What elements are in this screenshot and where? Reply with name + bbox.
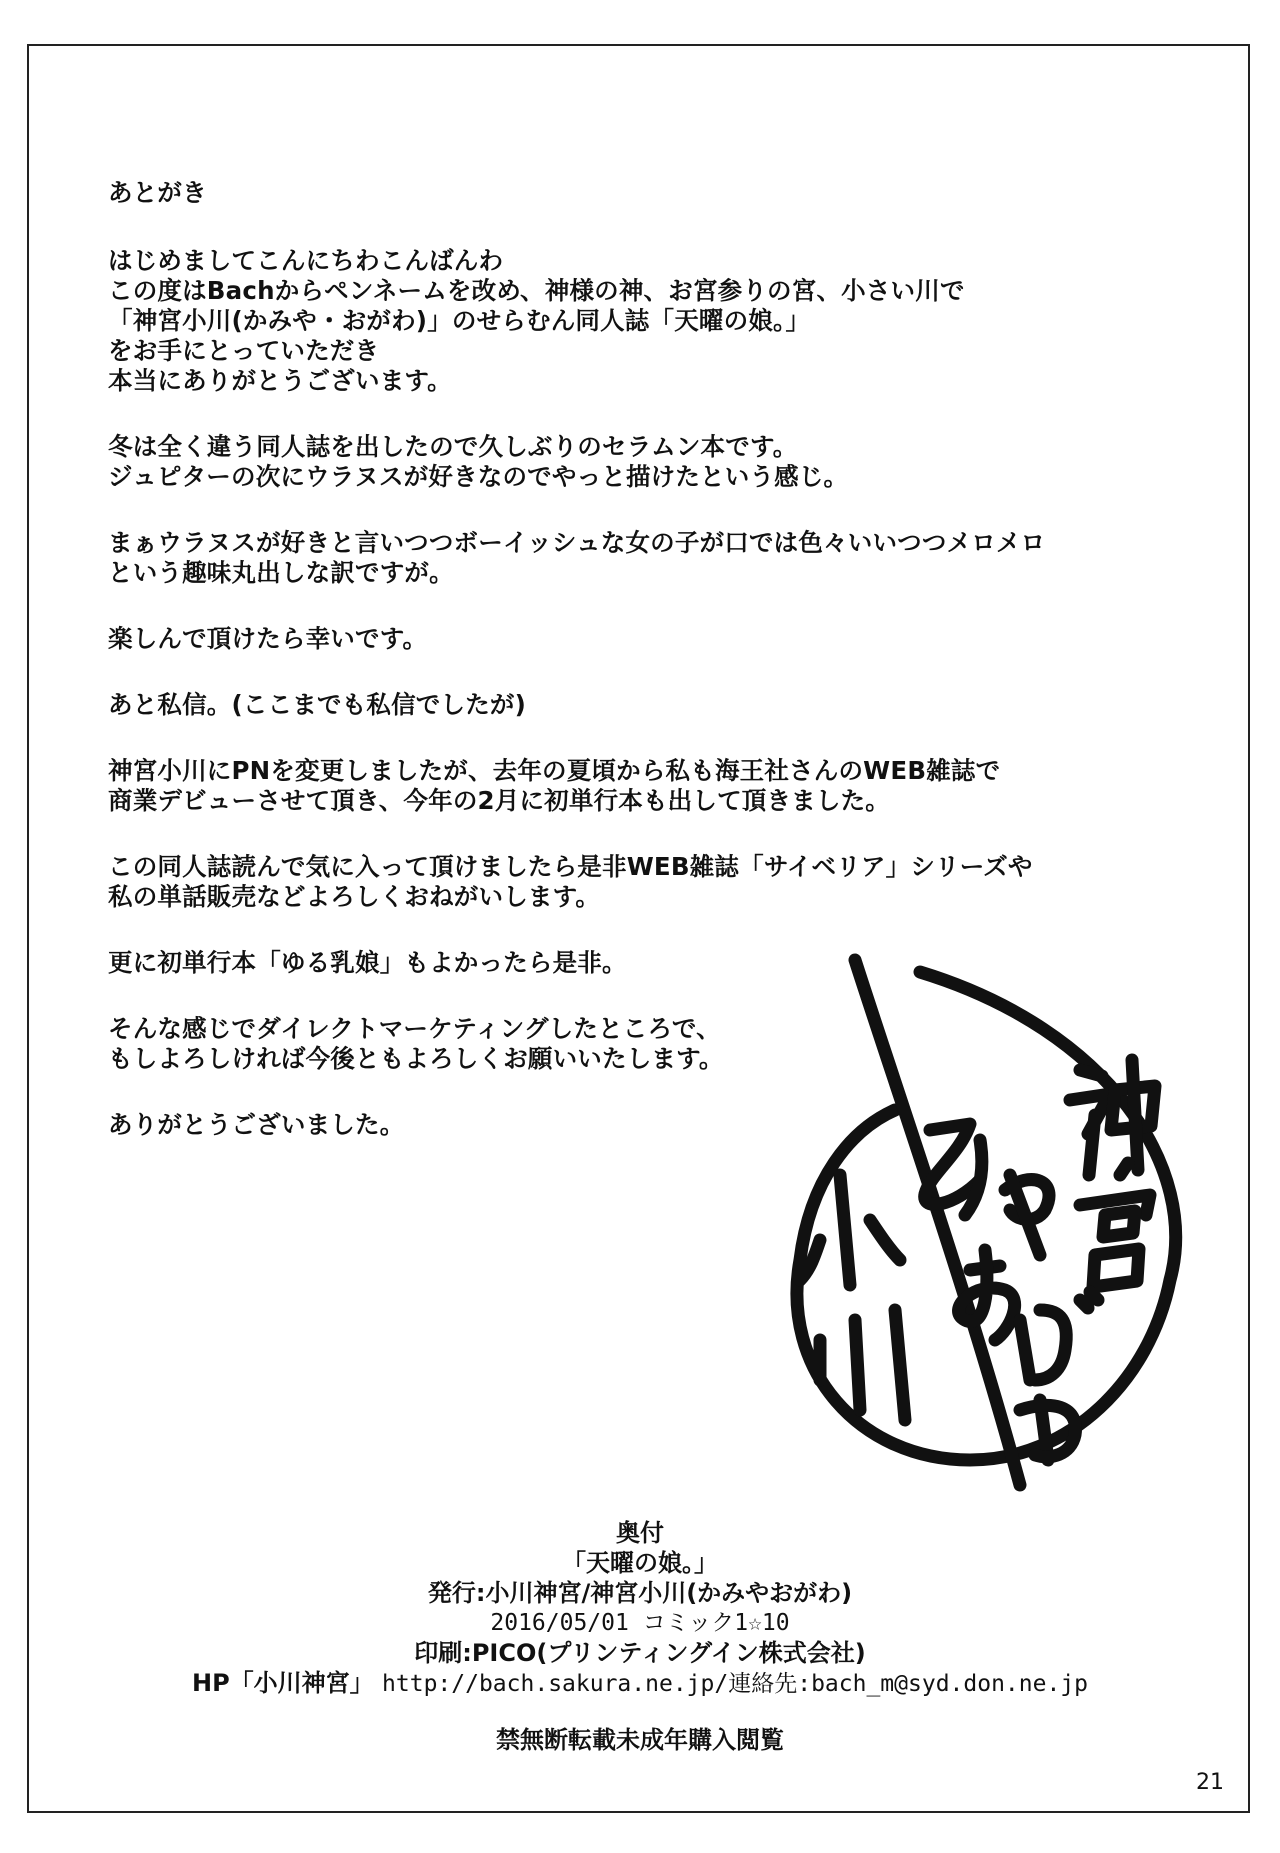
colophon-hp-url: http://bach.sakura.ne.jp/ [382, 1671, 729, 1697]
colophon-title: 奥付 [616, 1519, 664, 1547]
afterword-heading [108, 178, 1168, 208]
colophon-publisher: 発行:小川神宮/神宮小川(かみやおがわ) [427, 1579, 853, 1607]
text-line: 本当にありがとうございます。 [108, 366, 452, 395]
text-line: 私の単話販売などよろしくおねがいします。 [108, 882, 601, 911]
text-line: そんな感じでダイレクトマーケティングしたところで、 [108, 1014, 721, 1043]
winter-paragraph [108, 432, 1168, 492]
text-line: あと私信。(ここまでも私信でしたが) [108, 690, 526, 719]
text-line: ジュピターの次にウラヌスが好きなのでやっと描けたという感じ。 [108, 462, 849, 491]
text-line: この度はBachからペンネームを改め、神様の神、お宮参りの宮、小さい川で [108, 276, 965, 305]
colophon-date-event: 2016/05/01 コミック1☆10 [490, 1610, 790, 1636]
text-line: 商業デビューさせて頂き、今年の2月に初単行本も出して頂きました。 [108, 786, 890, 815]
text-line: をお手にとっていただき [108, 336, 380, 365]
colophon-printer: 印刷:PICO(プリンティングイン株式会社) [414, 1639, 866, 1667]
text-line: 楽しんで頂けたら幸いです。 [108, 624, 428, 653]
text-line: はじめましてこんにちわこんばんわ [108, 246, 504, 275]
text-line: もしよろしければ今後ともよろしくお願いいたします。 [108, 1044, 724, 1073]
text-line: 冬は全く違う同人誌を出したので久しぶりのセラムン本です。 [108, 432, 798, 461]
text-line: この同人誌読んで気に入って頂けましたら是非WEB雑誌「サイベリア」シリーズや [108, 852, 1033, 881]
afterword-heading-text: あとがき [108, 178, 207, 207]
colophon-section [180, 1518, 1100, 1755]
colophon-hp-label: HP「小川神宮」 [191, 1669, 374, 1697]
greeting-paragraph [108, 246, 1168, 396]
handwritten-signature [780, 940, 1200, 1500]
colophon-hp-line [180, 1668, 1100, 1699]
colophon-notice: 禁無断転載未成年購入閲覧 [496, 1726, 784, 1754]
text-line: まぁウラヌスが好きと言いつつボーイッシュな女の子が口では色々いいつつメロメロ [108, 528, 1046, 557]
text-line: 更に初単行本「ゆる乳娘」もよかったら是非。 [108, 948, 627, 977]
text-line: 神宮小川にPNを変更しましたが、去年の夏頃から私も海王社さんのWEB雑誌で [108, 756, 1001, 785]
text-line: という趣味丸出しな訳ですが。 [108, 558, 454, 587]
text-line: 「神宮小川(かみや・おがわ)」のせらむん同人誌「天曜の娘。」 [108, 306, 811, 335]
text-line: ありがとうございました。 [108, 1110, 405, 1139]
siberia-paragraph [108, 852, 1168, 912]
page-number: 21 [1196, 1770, 1224, 1795]
enjoy-paragraph [108, 624, 1168, 654]
colophon-contact: 連絡先:bach_m@syd.don.ne.jp [728, 1671, 1089, 1697]
debut-paragraph [108, 756, 1168, 816]
private-message-paragraph [108, 690, 1168, 720]
uranus-paragraph [108, 528, 1168, 588]
colophon-book-title: 「天曜の娘。」 [562, 1549, 718, 1577]
